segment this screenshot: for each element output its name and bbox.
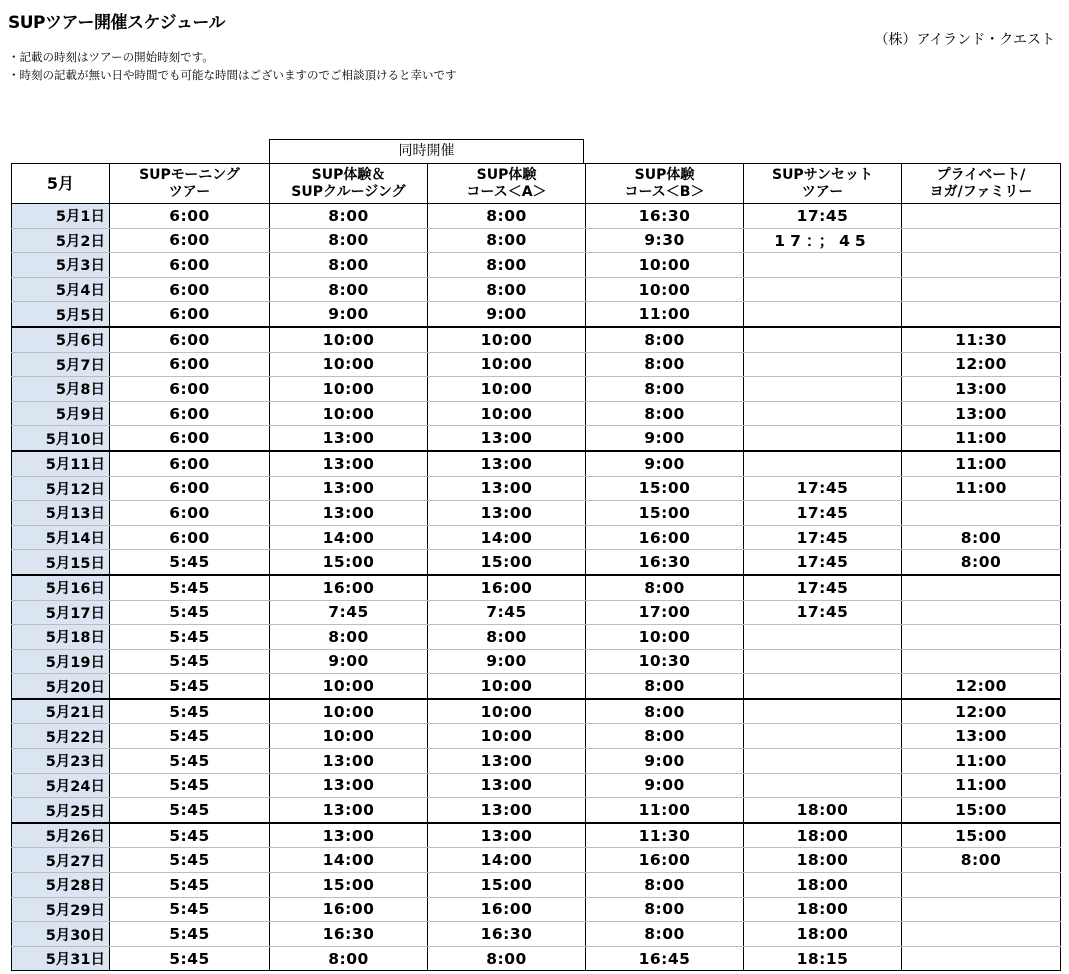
cell-experience: 13:00: [270, 773, 428, 798]
cell-sunset: [744, 327, 902, 352]
cell-sunset: [744, 401, 902, 426]
cell-experience: 10:00: [270, 377, 428, 402]
cell-course-a: 8:00: [428, 228, 586, 253]
cell-date: 5月31日: [12, 946, 110, 971]
cell-course-b: 8:00: [586, 352, 744, 377]
cell-experience: 8:00: [270, 946, 428, 971]
cell-course-a: 15:00: [428, 873, 586, 898]
cell-date: 5月22日: [12, 724, 110, 749]
cell-sunset: [744, 749, 902, 774]
schedule-table: [11, 163, 1061, 971]
cell-experience: 16:30: [270, 922, 428, 947]
cell-experience: 10:00: [270, 699, 428, 724]
cell-sunset: [744, 302, 902, 327]
cell-morning: 6:00: [110, 377, 270, 402]
cell-course-a: 13:00: [428, 426, 586, 451]
cell-morning: 5:45: [110, 798, 270, 823]
cell-course-a: 16:00: [428, 897, 586, 922]
cell-date: 5月7日: [12, 352, 110, 377]
cell-course-a: 8:00: [428, 253, 586, 278]
cell-course-a: 13:00: [428, 798, 586, 823]
cell-morning: 6:00: [110, 352, 270, 377]
table-row: [12, 724, 1061, 749]
cell-date: 5月15日: [12, 550, 110, 575]
cell-sunset: [744, 699, 902, 724]
cell-date: 5月3日: [12, 253, 110, 278]
cell-morning: 6:00: [110, 302, 270, 327]
cell-experience: 15:00: [270, 550, 428, 575]
cell-morning: 5:45: [110, 873, 270, 898]
cell-experience: 10:00: [270, 352, 428, 377]
cell-experience: 13:00: [270, 823, 428, 848]
cell-morning: 5:45: [110, 897, 270, 922]
cell-morning: 5:45: [110, 773, 270, 798]
table-row: [12, 401, 1061, 426]
cell-course-a: 10:00: [428, 699, 586, 724]
table-row: [12, 327, 1061, 352]
cell-course-b: 16:45: [586, 946, 744, 971]
cell-sunset: 18:00: [744, 897, 902, 922]
cell-course-b: 16:00: [586, 525, 744, 550]
cell-private: 15:00: [902, 798, 1061, 823]
table-row: [12, 476, 1061, 501]
cell-course-a: 8:00: [428, 204, 586, 229]
cell-morning: 5:45: [110, 749, 270, 774]
cell-private: 12:00: [902, 674, 1061, 699]
cell-private: [902, 204, 1061, 229]
cell-sunset: [744, 377, 902, 402]
cell-course-a: 15:00: [428, 550, 586, 575]
cell-course-b: 8:00: [586, 327, 744, 352]
cell-date: 5月6日: [12, 327, 110, 352]
cell-private: [902, 501, 1061, 526]
table-row: [12, 749, 1061, 774]
cell-morning: 5:45: [110, 575, 270, 600]
table-row: [12, 600, 1061, 625]
cell-private: 8:00: [902, 848, 1061, 873]
cell-date: 5月14日: [12, 525, 110, 550]
cell-experience: 10:00: [270, 674, 428, 699]
cell-private: [902, 277, 1061, 302]
cell-private: [902, 897, 1061, 922]
cell-sunset: [744, 253, 902, 278]
cell-course-a: 8:00: [428, 277, 586, 302]
cell-course-b: 9:30: [586, 228, 744, 253]
cell-experience: 14:00: [270, 848, 428, 873]
cell-experience: 14:00: [270, 525, 428, 550]
cell-experience: 16:00: [270, 897, 428, 922]
cell-course-a: 8:00: [428, 946, 586, 971]
cell-course-b: 8:00: [586, 897, 744, 922]
table-row: [12, 823, 1061, 848]
cell-course-a: 16:00: [428, 575, 586, 600]
cell-course-b: 10:00: [586, 253, 744, 278]
cell-experience: 8:00: [270, 253, 428, 278]
cell-sunset: [744, 277, 902, 302]
cell-private: [902, 575, 1061, 600]
cell-private: 13:00: [902, 724, 1061, 749]
cell-course-b: 8:00: [586, 873, 744, 898]
cell-private: [902, 600, 1061, 625]
cell-course-b: 16:30: [586, 550, 744, 575]
cell-private: 11:00: [902, 749, 1061, 774]
cell-course-a: 13:00: [428, 773, 586, 798]
cell-morning: 6:00: [110, 228, 270, 253]
cell-date: 5月23日: [12, 749, 110, 774]
cell-course-a: 14:00: [428, 848, 586, 873]
cell-private: [902, 302, 1061, 327]
cell-date: 5月24日: [12, 773, 110, 798]
cell-date: 5月5日: [12, 302, 110, 327]
cell-private: [902, 228, 1061, 253]
cell-morning: 6:00: [110, 501, 270, 526]
cell-date: 5月4日: [12, 277, 110, 302]
cell-date: 5月25日: [12, 798, 110, 823]
cell-experience: 9:00: [270, 649, 428, 674]
cell-course-a: 13:00: [428, 501, 586, 526]
header-row: [12, 164, 1061, 204]
cell-sunset: 18:00: [744, 848, 902, 873]
cell-sunset: 18:00: [744, 922, 902, 947]
cell-private: 13:00: [902, 377, 1061, 402]
cell-private: 8:00: [902, 525, 1061, 550]
cell-course-b: 15:00: [586, 476, 744, 501]
cell-morning: 6:00: [110, 204, 270, 229]
cell-course-a: 13:00: [428, 451, 586, 476]
cell-course-b: 8:00: [586, 922, 744, 947]
cell-date: 5月10日: [12, 426, 110, 451]
cell-private: 11:00: [902, 451, 1061, 476]
cell-sunset: 18:00: [744, 873, 902, 898]
cell-course-a: 8:00: [428, 625, 586, 650]
cell-morning: 6:00: [110, 401, 270, 426]
cell-course-a: 10:00: [428, 377, 586, 402]
cell-private: [902, 649, 1061, 674]
cell-course-a: 10:00: [428, 674, 586, 699]
table-row: [12, 352, 1061, 377]
cell-private: 8:00: [902, 550, 1061, 575]
cell-morning: 6:00: [110, 327, 270, 352]
cell-course-b: 8:00: [586, 699, 744, 724]
cell-sunset: 18:15: [744, 946, 902, 971]
header-private: プライベート/ ヨガ/ファミリー: [902, 164, 1061, 204]
table-row: [12, 228, 1061, 253]
cell-morning: 5:45: [110, 649, 270, 674]
cell-private: [902, 873, 1061, 898]
cell-private: 13:00: [902, 401, 1061, 426]
cell-sunset: [744, 649, 902, 674]
cell-course-b: 9:00: [586, 451, 744, 476]
cell-course-a: 9:00: [428, 302, 586, 327]
cell-date: 5月13日: [12, 501, 110, 526]
table-row: [12, 525, 1061, 550]
cell-date: 5月9日: [12, 401, 110, 426]
cell-morning: 6:00: [110, 277, 270, 302]
cell-course-b: 9:00: [586, 426, 744, 451]
cell-experience: 15:00: [270, 873, 428, 898]
cell-date: 5月17日: [12, 600, 110, 625]
cell-private: [902, 922, 1061, 947]
table-row: [12, 649, 1061, 674]
table-row: [12, 625, 1061, 650]
cell-sunset: 17:45: [744, 204, 902, 229]
table-row: [12, 773, 1061, 798]
page-title: SUPツアー開催スケジュール: [8, 13, 225, 33]
cell-course-b: 16:30: [586, 204, 744, 229]
cell-morning: 5:45: [110, 625, 270, 650]
cell-sunset: 17：；45: [744, 228, 902, 253]
table-row: [12, 253, 1061, 278]
cell-date: 5月30日: [12, 922, 110, 947]
company-name: （株）アイランド・クエスト: [874, 32, 1055, 48]
table-row: [12, 451, 1061, 476]
cell-sunset: [744, 426, 902, 451]
cell-morning: 6:00: [110, 451, 270, 476]
header-month: 5月: [12, 164, 110, 204]
table-row: [12, 946, 1061, 971]
cell-morning: 5:45: [110, 724, 270, 749]
cell-date: 5月21日: [12, 699, 110, 724]
cell-course-b: 9:00: [586, 773, 744, 798]
cell-course-b: 16:00: [586, 848, 744, 873]
table-row: [12, 302, 1061, 327]
table-row: [12, 204, 1061, 229]
cell-sunset: 17:45: [744, 550, 902, 575]
cell-course-a: 10:00: [428, 401, 586, 426]
cell-sunset: 17:45: [744, 501, 902, 526]
cell-private: 12:00: [902, 699, 1061, 724]
schedule-body: [12, 204, 1061, 971]
cell-morning: 5:45: [110, 922, 270, 947]
notes: [8, 48, 457, 84]
cell-course-a: 13:00: [428, 823, 586, 848]
cell-course-b: 11:00: [586, 302, 744, 327]
table-row: [12, 674, 1061, 699]
header-morning: SUPモーニング ツアー: [110, 164, 270, 204]
cell-course-a: 13:00: [428, 749, 586, 774]
cell-morning: 5:45: [110, 550, 270, 575]
cell-course-b: 8:00: [586, 724, 744, 749]
cell-morning: 6:00: [110, 476, 270, 501]
table-row: [12, 798, 1061, 823]
cell-morning: 5:45: [110, 946, 270, 971]
cell-date: 5月1日: [12, 204, 110, 229]
cell-sunset: [744, 674, 902, 699]
cell-experience: 13:00: [270, 451, 428, 476]
cell-date: 5月26日: [12, 823, 110, 848]
cell-morning: 6:00: [110, 253, 270, 278]
cell-date: 5月29日: [12, 897, 110, 922]
table-row: [12, 922, 1061, 947]
note-start-time: ・記載の時刻はツアーの開始時刻です。: [8, 50, 214, 64]
cell-morning: 5:45: [110, 674, 270, 699]
cell-date: 5月2日: [12, 228, 110, 253]
cell-date: 5月12日: [12, 476, 110, 501]
cell-date: 5月18日: [12, 625, 110, 650]
cell-date: 5月20日: [12, 674, 110, 699]
cell-course-b: 8:00: [586, 575, 744, 600]
cell-date: 5月16日: [12, 575, 110, 600]
cell-experience: 13:00: [270, 749, 428, 774]
cell-course-a: 16:30: [428, 922, 586, 947]
cell-experience: 13:00: [270, 426, 428, 451]
table-row: [12, 848, 1061, 873]
table-row: [12, 501, 1061, 526]
cell-private: 15:00: [902, 823, 1061, 848]
header-course-a: SUP体験 コース＜A＞: [428, 164, 586, 204]
cell-course-b: 11:30: [586, 823, 744, 848]
cell-course-a: 10:00: [428, 724, 586, 749]
cell-course-a: 9:00: [428, 649, 586, 674]
cell-sunset: 18:00: [744, 798, 902, 823]
cell-sunset: [744, 724, 902, 749]
header-sunset: SUPサンセット ツアー: [744, 164, 902, 204]
cell-experience: 10:00: [270, 327, 428, 352]
cell-course-b: 17:00: [586, 600, 744, 625]
table-row: [12, 699, 1061, 724]
cell-date: 5月11日: [12, 451, 110, 476]
table-row: [12, 575, 1061, 600]
table-row: [12, 277, 1061, 302]
cell-sunset: 18:00: [744, 823, 902, 848]
cell-course-b: 8:00: [586, 401, 744, 426]
cell-course-b: 10:00: [586, 277, 744, 302]
cell-course-b: 15:00: [586, 501, 744, 526]
cell-sunset: 17:45: [744, 476, 902, 501]
cell-experience: 16:00: [270, 575, 428, 600]
cell-sunset: [744, 625, 902, 650]
cell-date: 5月27日: [12, 848, 110, 873]
cell-private: 11:00: [902, 773, 1061, 798]
table-row: [12, 873, 1061, 898]
cell-morning: 5:45: [110, 848, 270, 873]
cell-sunset: 17:45: [744, 575, 902, 600]
cell-morning: 5:45: [110, 600, 270, 625]
cell-private: 11:00: [902, 426, 1061, 451]
cell-course-a: 7:45: [428, 600, 586, 625]
cell-morning: 6:00: [110, 525, 270, 550]
header-experience: SUP体験＆ SUPクルージング: [270, 164, 428, 204]
cell-date: 5月19日: [12, 649, 110, 674]
cell-experience: 7:45: [270, 600, 428, 625]
cell-course-b: 8:00: [586, 377, 744, 402]
cell-course-a: 10:00: [428, 327, 586, 352]
cell-course-b: 11:00: [586, 798, 744, 823]
cell-course-a: 13:00: [428, 476, 586, 501]
cell-experience: 10:00: [270, 724, 428, 749]
cell-private: [902, 946, 1061, 971]
cell-experience: 9:00: [270, 302, 428, 327]
cell-experience: 8:00: [270, 625, 428, 650]
cell-private: [902, 253, 1061, 278]
cell-morning: 5:45: [110, 823, 270, 848]
cell-morning: 5:45: [110, 699, 270, 724]
cell-experience: 8:00: [270, 228, 428, 253]
table-row: [12, 550, 1061, 575]
cell-course-b: 9:00: [586, 749, 744, 774]
cell-sunset: [744, 451, 902, 476]
cell-date: 5月28日: [12, 873, 110, 898]
cell-course-a: 14:00: [428, 525, 586, 550]
table-row: [12, 426, 1061, 451]
table-row: [12, 377, 1061, 402]
cell-private: [902, 625, 1061, 650]
cell-experience: 8:00: [270, 277, 428, 302]
cell-experience: 13:00: [270, 798, 428, 823]
cell-sunset: [744, 352, 902, 377]
cell-sunset: [744, 773, 902, 798]
header-course-b: SUP体験 コース＜B＞: [586, 164, 744, 204]
cell-date: 5月8日: [12, 377, 110, 402]
cell-experience: 13:00: [270, 501, 428, 526]
cell-private: 11:00: [902, 476, 1061, 501]
cell-course-b: 10:30: [586, 649, 744, 674]
cell-private: 11:30: [902, 327, 1061, 352]
cell-sunset: 17:45: [744, 600, 902, 625]
cell-morning: 6:00: [110, 426, 270, 451]
simultaneous-group-header: 同時開催: [269, 139, 584, 163]
note-consultation: ・時刻の記載が無い日や時間でも可能な時間はございますのでご相談頂けると幸いです: [8, 68, 457, 82]
cell-course-a: 10:00: [428, 352, 586, 377]
cell-private: 12:00: [902, 352, 1061, 377]
cell-course-b: 8:00: [586, 674, 744, 699]
cell-experience: 10:00: [270, 401, 428, 426]
cell-course-b: 10:00: [586, 625, 744, 650]
table-row: [12, 897, 1061, 922]
cell-sunset: 17:45: [744, 525, 902, 550]
cell-experience: 8:00: [270, 204, 428, 229]
cell-experience: 13:00: [270, 476, 428, 501]
